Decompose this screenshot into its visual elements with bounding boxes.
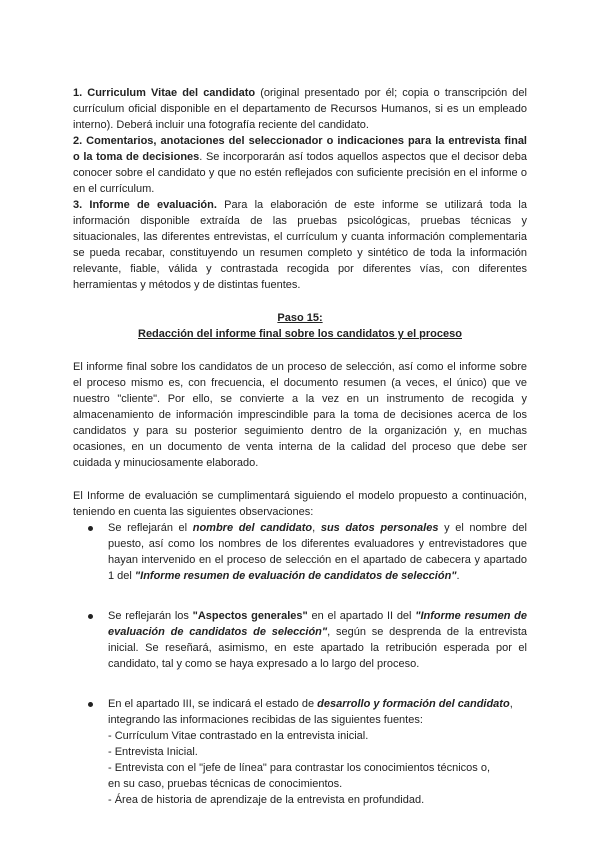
bullet-1-text: , bbox=[312, 522, 321, 534]
bullet-2-emphasis: "Informe resumen de evaluación de candidatos de selección" bbox=[108, 610, 527, 638]
item-3 bbox=[73, 197, 527, 293]
bullet-dot bbox=[88, 526, 93, 531]
item-3-text: Para la elaboración de este informe se utilizará toda la información disponible extraída de las pruebas psicológicas, pruebas técnicas y situacionales, las diferentes entrevistas, el currículum y cuanta información complementaria se pueda recabar, constituyendo un resumen completo y sintético de toda la información relevante, fiable, válida y contrastada recogida por diferentes vías, con diferentes herramientas y métodos y de distintas fuentes. bbox=[73, 199, 527, 291]
bullet-3-emphasis: desarrollo y formación del candidato bbox=[317, 698, 510, 710]
list-item bbox=[73, 608, 527, 672]
item-2-text: . Se incorporarán así todos aquellos aspectos que el decisor deba conocer sobre el candidato y que no estén reflejados con suficiente precisión en el informe o en el currículum. bbox=[73, 151, 527, 195]
bullet-2-text: , según se desprenda de la entrevista inicial. Se reseñará, asimismo, en este apartado la retribución esperada por el candidato, tal y como se haya expresado a lo largo del proceso. bbox=[108, 626, 527, 670]
bullet-1-text: Se reflejarán el bbox=[108, 522, 193, 534]
bullet-dot bbox=[88, 614, 93, 619]
source-line: - Entrevista con el "jefe de línea" para contrastar los conocimientos técnicos o, bbox=[108, 762, 491, 774]
bullet-3-text: , integrando las informaciones recibidas de las siguientes fuentes: bbox=[108, 698, 513, 726]
bullet-3-text: En el apartado III, se indicará el estado de bbox=[108, 698, 318, 710]
step-title: Paso 15: bbox=[277, 312, 323, 324]
list-item bbox=[73, 520, 527, 584]
bullet-1-text: . bbox=[456, 570, 460, 582]
source-line: - Área de historia de aprendizaje de la entrevista en profundidad. bbox=[108, 794, 425, 806]
item-1-title: 1. Curriculum Vitae del candidato bbox=[73, 87, 256, 99]
list-item bbox=[73, 696, 527, 808]
bullet-dot bbox=[88, 702, 93, 707]
bullet-2-text: en el apartado II del bbox=[307, 610, 416, 622]
observations-list bbox=[73, 520, 527, 808]
item-2-title: 2. Comentarios, anotaciones del seleccionador o indicaciones para la entrevista final o la toma de decisiones bbox=[73, 135, 527, 163]
observations-paragraph: El Informe de evaluación se cumplimentará siguiendo el modelo propuesto a continuación, teniendo en cuenta las siguientes observaciones: bbox=[73, 490, 527, 518]
item-1 bbox=[73, 85, 527, 133]
bullet-1-text: y el nombre del puesto, así como los nombres de los diferentes evaluadores y entrevistadores que hayan intervenido en el proceso de selección en el apartado de cabecera y apartado 1 del bbox=[108, 522, 527, 582]
source-line: en su caso, pruebas técnicas de conocimientos. bbox=[108, 778, 343, 790]
bullet-1-emphasis: sus datos personales bbox=[320, 522, 439, 534]
bullet-2-text: Se reflejarán los bbox=[108, 610, 193, 622]
item-1-text: (original presentado por él; copia o transcripción del currículum oficial disponible en el departamento de Recursos Humanos, si es un empleado interno). Deberá incluir una fotografía reciente del candidato. bbox=[73, 87, 527, 131]
step-subtitle: Redacción del informe final sobre los candidatos y el proceso bbox=[138, 328, 462, 340]
intro-paragraph: El informe final sobre los candidatos de un proceso de selección, así como el informe sobre el proceso mismo es, con frecuencia, el documento resumen (a veces, el único) que ve nuestro "cliente". Por ello, se convierte a la vez en un instrumento de recogida y almacenamiento de información imprescindible para la toma de decisiones acerca de los candidatos y para su posterior seguimiento dentro de la organización y, en muchas ocasiones, en un documento de venta interna de la calidad del proceso que debe ser cuidada y minuciosamente elaborado. bbox=[73, 361, 527, 469]
source-line: - Entrevista Inicial. bbox=[108, 746, 198, 758]
bullet-2-emphasis: "Aspectos generales" bbox=[192, 610, 308, 622]
bullet-1-emphasis: "Informe resumen de evaluación de candidatos de selección" bbox=[134, 570, 457, 582]
sources-list bbox=[108, 728, 527, 808]
item-3-title: 3. Informe de evaluación. bbox=[73, 199, 217, 211]
source-line: - Currículum Vitae contrastado en la entrevista inicial. bbox=[108, 730, 369, 742]
bullet-1-emphasis: nombre del candidato bbox=[192, 522, 313, 534]
item-2 bbox=[73, 133, 527, 197]
